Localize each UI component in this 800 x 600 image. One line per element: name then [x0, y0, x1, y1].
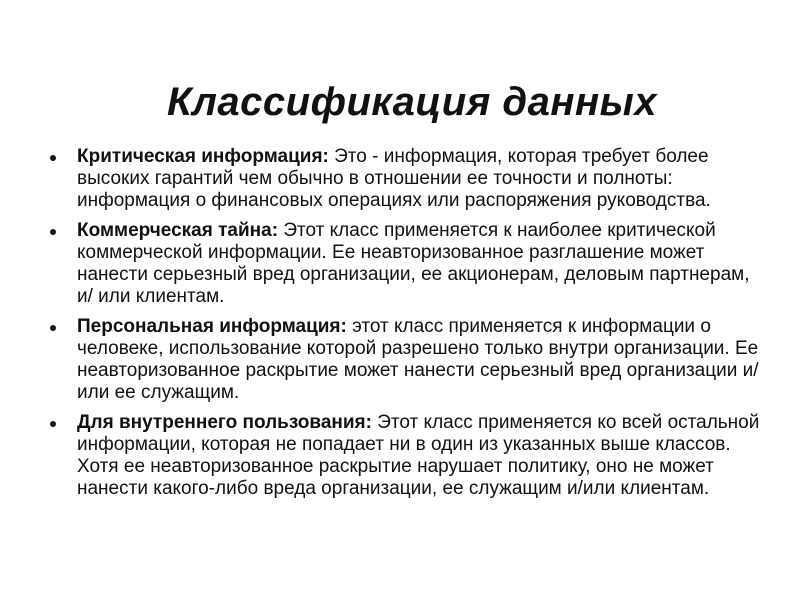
bullet-text: Этот класс применяется к наиболее критической коммерческой информации. Ее неавторизованное разглашение может нанести серьезный вред организации, ее акционерам, деловым партнерам, и/ или клиентам.	[77, 220, 750, 307]
bullet-list	[46, 146, 766, 508]
bullet-dot-icon	[50, 325, 56, 331]
slide-title: Классификация данных	[166, 80, 658, 124]
bullet-dot-icon	[50, 229, 56, 235]
bullet-item-trade-secret	[46, 220, 766, 308]
bullet-dot-icon	[50, 421, 56, 427]
bullet-text: Этот класс применяется ко всей остальной информации, которая не попадает ни в один из указанных выше классов. Хотя ее неавторизованное раскрытие нарушает политику, оно не может нанести какого-либо вреда организации, ее служащим и/или клиентам.	[77, 412, 760, 499]
bullet-term: Критическая информация:	[77, 146, 329, 167]
bullet-term: Персональная информация:	[77, 316, 347, 337]
bullet-text: Это - информация, которая требует более высоких гарантий чем обычно в отношении ее точности и полноты: информация о финансовых операциях или распоряжения руководства.	[77, 146, 711, 211]
bullet-item-critical-info	[46, 146, 766, 212]
bullet-term: Коммерческая тайна:	[77, 220, 279, 241]
bullet-item-internal-use	[46, 412, 766, 500]
bullet-dot-icon	[50, 155, 56, 161]
bullet-term: Для внутреннего пользования:	[77, 412, 372, 433]
bullet-item-personal-info	[46, 316, 766, 404]
bullet-text: этот класс применяется к информации о человеке, использование которой разрешено только внутри организации. Ее неавторизованное раскрытие может нанести серьезный вред организации и/или ее служащим.	[77, 316, 759, 403]
